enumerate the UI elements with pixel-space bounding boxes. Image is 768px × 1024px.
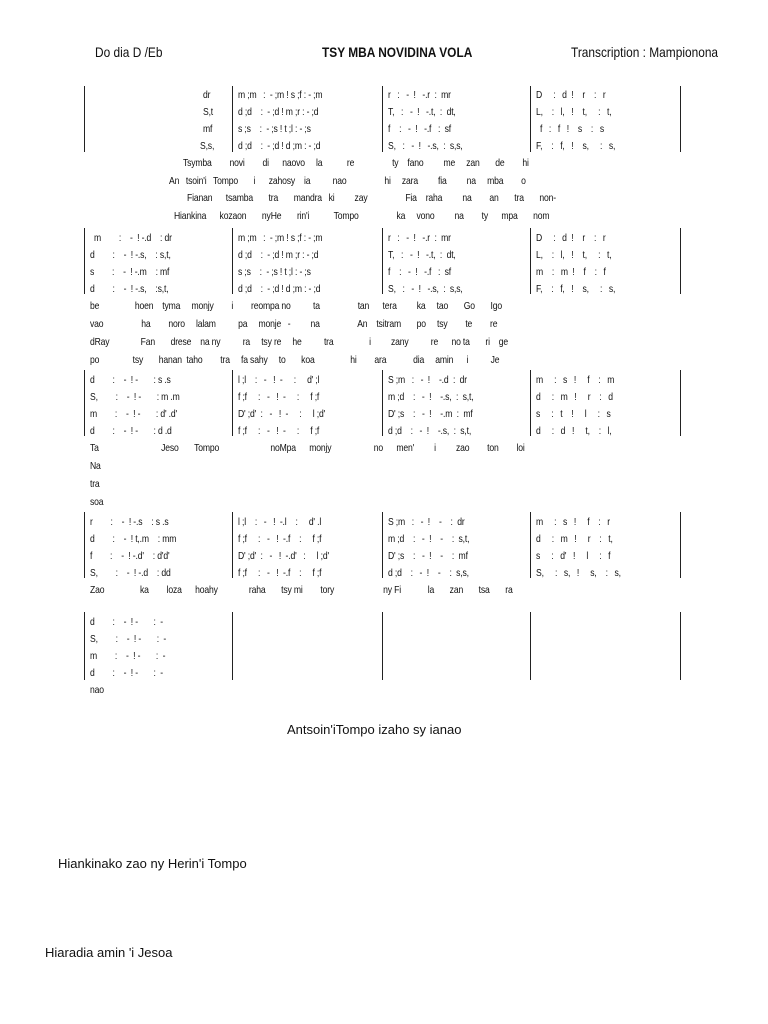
voice-2-part-1: d ;d : - ;d ! m ;r : - ;d — [238, 106, 319, 118]
voice-3-part-0: s : - ! -.m : mf — [90, 266, 170, 278]
voice-1-part-3: m : s ! f : m — [536, 374, 615, 386]
voice-2-part-1: f ;f : - ! - : f ;f — [238, 391, 320, 403]
voice-1-part-0: m : - ! -.d : dr — [94, 232, 172, 244]
voice-1-part-2: S ;m : - ! -.d : dr — [388, 374, 467, 386]
voice-2-part-1: f ;f : - ! -.f : f ;f — [238, 533, 322, 545]
voice-4-part-2: d ;d : - ! - : s,s, — [388, 567, 469, 579]
lyric-line: Fianan tsamba tra mandra ki zay Fia raha na an tra non- — [187, 192, 556, 204]
voice-4-part-3: d : d ! t, : l, — [536, 425, 612, 437]
voice-4-part-0: d : - ! -.s, :s,t, — [90, 283, 169, 295]
voice-4-part-1: f ;f : - ! - : f ;f — [238, 425, 320, 437]
voice-4-part-3: F, : f, ! s, : s, — [536, 283, 616, 295]
voice-3-part-2: f : - ! -.f : sf — [388, 266, 452, 278]
voice-2-part-0: d : - ! t,.m : mm — [90, 533, 177, 545]
lyric-line: po tsy hanan taho tra fa sahy to koa hi ara dia amin i Je — [90, 354, 500, 366]
voice-2-part-2: T, : - ! -.t, : dt, — [388, 249, 456, 261]
voice-2-part-1: d ;d : - ;d ! m ;r : - ;d — [238, 249, 319, 261]
lyric-line: An tsoin'i Tompo i zahosy ia nao hi zara fia na mba o — [169, 175, 526, 187]
lyric-line: Hiankina kozaon nyHe rin'i Tompo ka vono na ty mpa nom — [174, 210, 550, 222]
lyric-line: Zao ka loza hoahy raha tsy mi tory ny Fi la zan tsa ra — [90, 584, 513, 596]
voice-2-part-0: d : - ! -.s, : s,t, — [90, 249, 171, 261]
voice-1-part-3: m : s ! f : r — [536, 516, 611, 528]
voice-3-part-3: s : d' ! l : f — [536, 550, 611, 562]
verse-caption: Hiaradia amin 'i Jesoa — [45, 945, 173, 960]
voice-1-part-2: r : - ! -.r : mr — [388, 232, 451, 244]
voice-4-part-3: S, : s, ! s, : s, — [536, 567, 621, 579]
lyric-line: dRay Fan drese na ny ra tsy re he tra i zany re no ta ri ge — [90, 336, 509, 348]
voice-2-part-3: L, : l, ! t, : t, — [536, 249, 612, 261]
voice-3-part-0: f : - ! -.d' : d'd' — [90, 550, 170, 562]
voice-1-part-0: dr — [203, 89, 211, 101]
voice-3-part-1: s ;s : - ;s ! t ;l : - ;s — [238, 266, 311, 278]
voice-4-part-0: d : - ! - : - — [90, 667, 163, 679]
voice-3-part-1: s ;s : - ;s ! t ;l : - ;s — [238, 123, 311, 135]
lyric-line: Tsymba novi di naovo la re ty fano me zan de hi — [183, 157, 529, 169]
voice-4-part-1: d ;d : - ;d ! d ;m : - ;d — [238, 140, 321, 152]
lyric-line: vao ha noro lalam pa monje - na An tsitram po tsy te re — [90, 318, 498, 330]
voice-3-part-2: f : - ! -.f : sf — [388, 123, 452, 135]
voice-2-part-3: L, : l, ! t, : t, — [536, 106, 612, 118]
voice-1-part-0: d : - ! - : s .s — [90, 374, 171, 386]
voice-2-part-3: d : m ! r : t, — [536, 533, 613, 545]
voice-3-part-2: D' ;s : - ! - : mf — [388, 550, 468, 562]
voice-1-part-2: r : - ! -.r : mr — [388, 89, 451, 101]
voice-3-part-1: D' ;d' : - ! - : l ;d' — [238, 408, 326, 420]
voice-4-part-0: S, : - ! -.d : dd — [90, 567, 171, 579]
voice-4-part-2: S, : - ! -.s, : s,s, — [388, 140, 463, 152]
voice-1-part-1: l ;l : - ! - : d' ;l — [238, 374, 320, 386]
voice-2-part-3: d : m ! r : d — [536, 391, 613, 403]
verse-caption: Antsoin'iTompo izaho sy ianao — [287, 722, 462, 737]
voice-3-part-0: mf — [203, 123, 213, 135]
voice-1-part-0: d : - ! - : - — [90, 616, 163, 628]
voice-3-part-3: m : m ! f : f — [536, 266, 606, 278]
voice-1-part-0: r : - ! -.s : s .s — [90, 516, 169, 528]
voice-3-part-1: D' ;d' : - ! -.d' : l ;d' — [238, 550, 329, 562]
voice-2-part-0: S, : - ! - : m .m — [90, 391, 180, 403]
voice-1-part-1: l ;l : - ! -.l : d' .l — [238, 516, 322, 528]
voice-3-part-0: m : - ! - : d' .d' — [90, 408, 178, 420]
voice-4-part-2: S, : - ! -.s, : s,s, — [388, 283, 463, 295]
voice-3-part-0: m : - ! - : - — [90, 650, 166, 662]
song-title: TSY MBA NOVIDINA VOLA — [322, 44, 473, 60]
lyric-line: soa — [90, 496, 104, 508]
voice-1-part-3: D : d ! r : r — [536, 232, 606, 244]
voice-2-part-2: T, : - ! -.t, : dt, — [388, 106, 456, 118]
voice-2-part-2: m ;d : - ! - : s,t, — [388, 533, 470, 545]
transcription-credit: Transcription : Mampionona — [571, 44, 719, 60]
voice-4-part-2: d ;d : - ! -.s, : s,t, — [388, 425, 472, 437]
verse-caption: Hiankinako zao ny Herin'i Tompo — [58, 856, 247, 871]
voice-1-part-2: S ;m : - ! - : dr — [388, 516, 465, 528]
voice-1-part-1: m ;m : - ;m ! s ;f : - ;m — [238, 232, 323, 244]
voice-2-part-2: m ;d : - ! -.s, : s,t, — [388, 391, 474, 403]
voice-4-part-1: f ;f : - ! -.f : f ;f — [238, 567, 322, 579]
voice-3-part-3: f : f ! s : s — [540, 123, 604, 135]
voice-1-part-1: m ;m : - ;m ! s ;f : - ;m — [238, 89, 323, 101]
voice-3-part-2: D' ;s : - ! -.m : mf — [388, 408, 473, 420]
voice-4-part-3: F, : f, ! s, : s, — [536, 140, 616, 152]
lyric-line: nao — [90, 684, 104, 696]
voice-4-part-1: d ;d : - ;d ! d ;m : - ;d — [238, 283, 321, 295]
lyric-line: tra — [90, 478, 100, 490]
voice-1-part-3: D : d ! r : r — [536, 89, 606, 101]
key-signature: Do dia D /Eb — [95, 44, 163, 60]
lyric-line: be hoen tyma monjy i reompa no ta tan tera ka tao Go Igo — [90, 300, 502, 312]
voice-2-part-0: S, : - ! - : - — [90, 633, 167, 645]
voice-4-part-0: S,s, — [200, 140, 215, 152]
lyric-line: Na — [90, 460, 101, 472]
voice-4-part-0: d : - ! - : d .d — [90, 425, 172, 437]
lyric-line: Ta Jeso Tompo noMpa monjy no men' i zao ton loi — [90, 442, 525, 454]
voice-2-part-0: S,t — [203, 106, 214, 118]
voice-3-part-3: s : t ! l : s — [536, 408, 611, 420]
